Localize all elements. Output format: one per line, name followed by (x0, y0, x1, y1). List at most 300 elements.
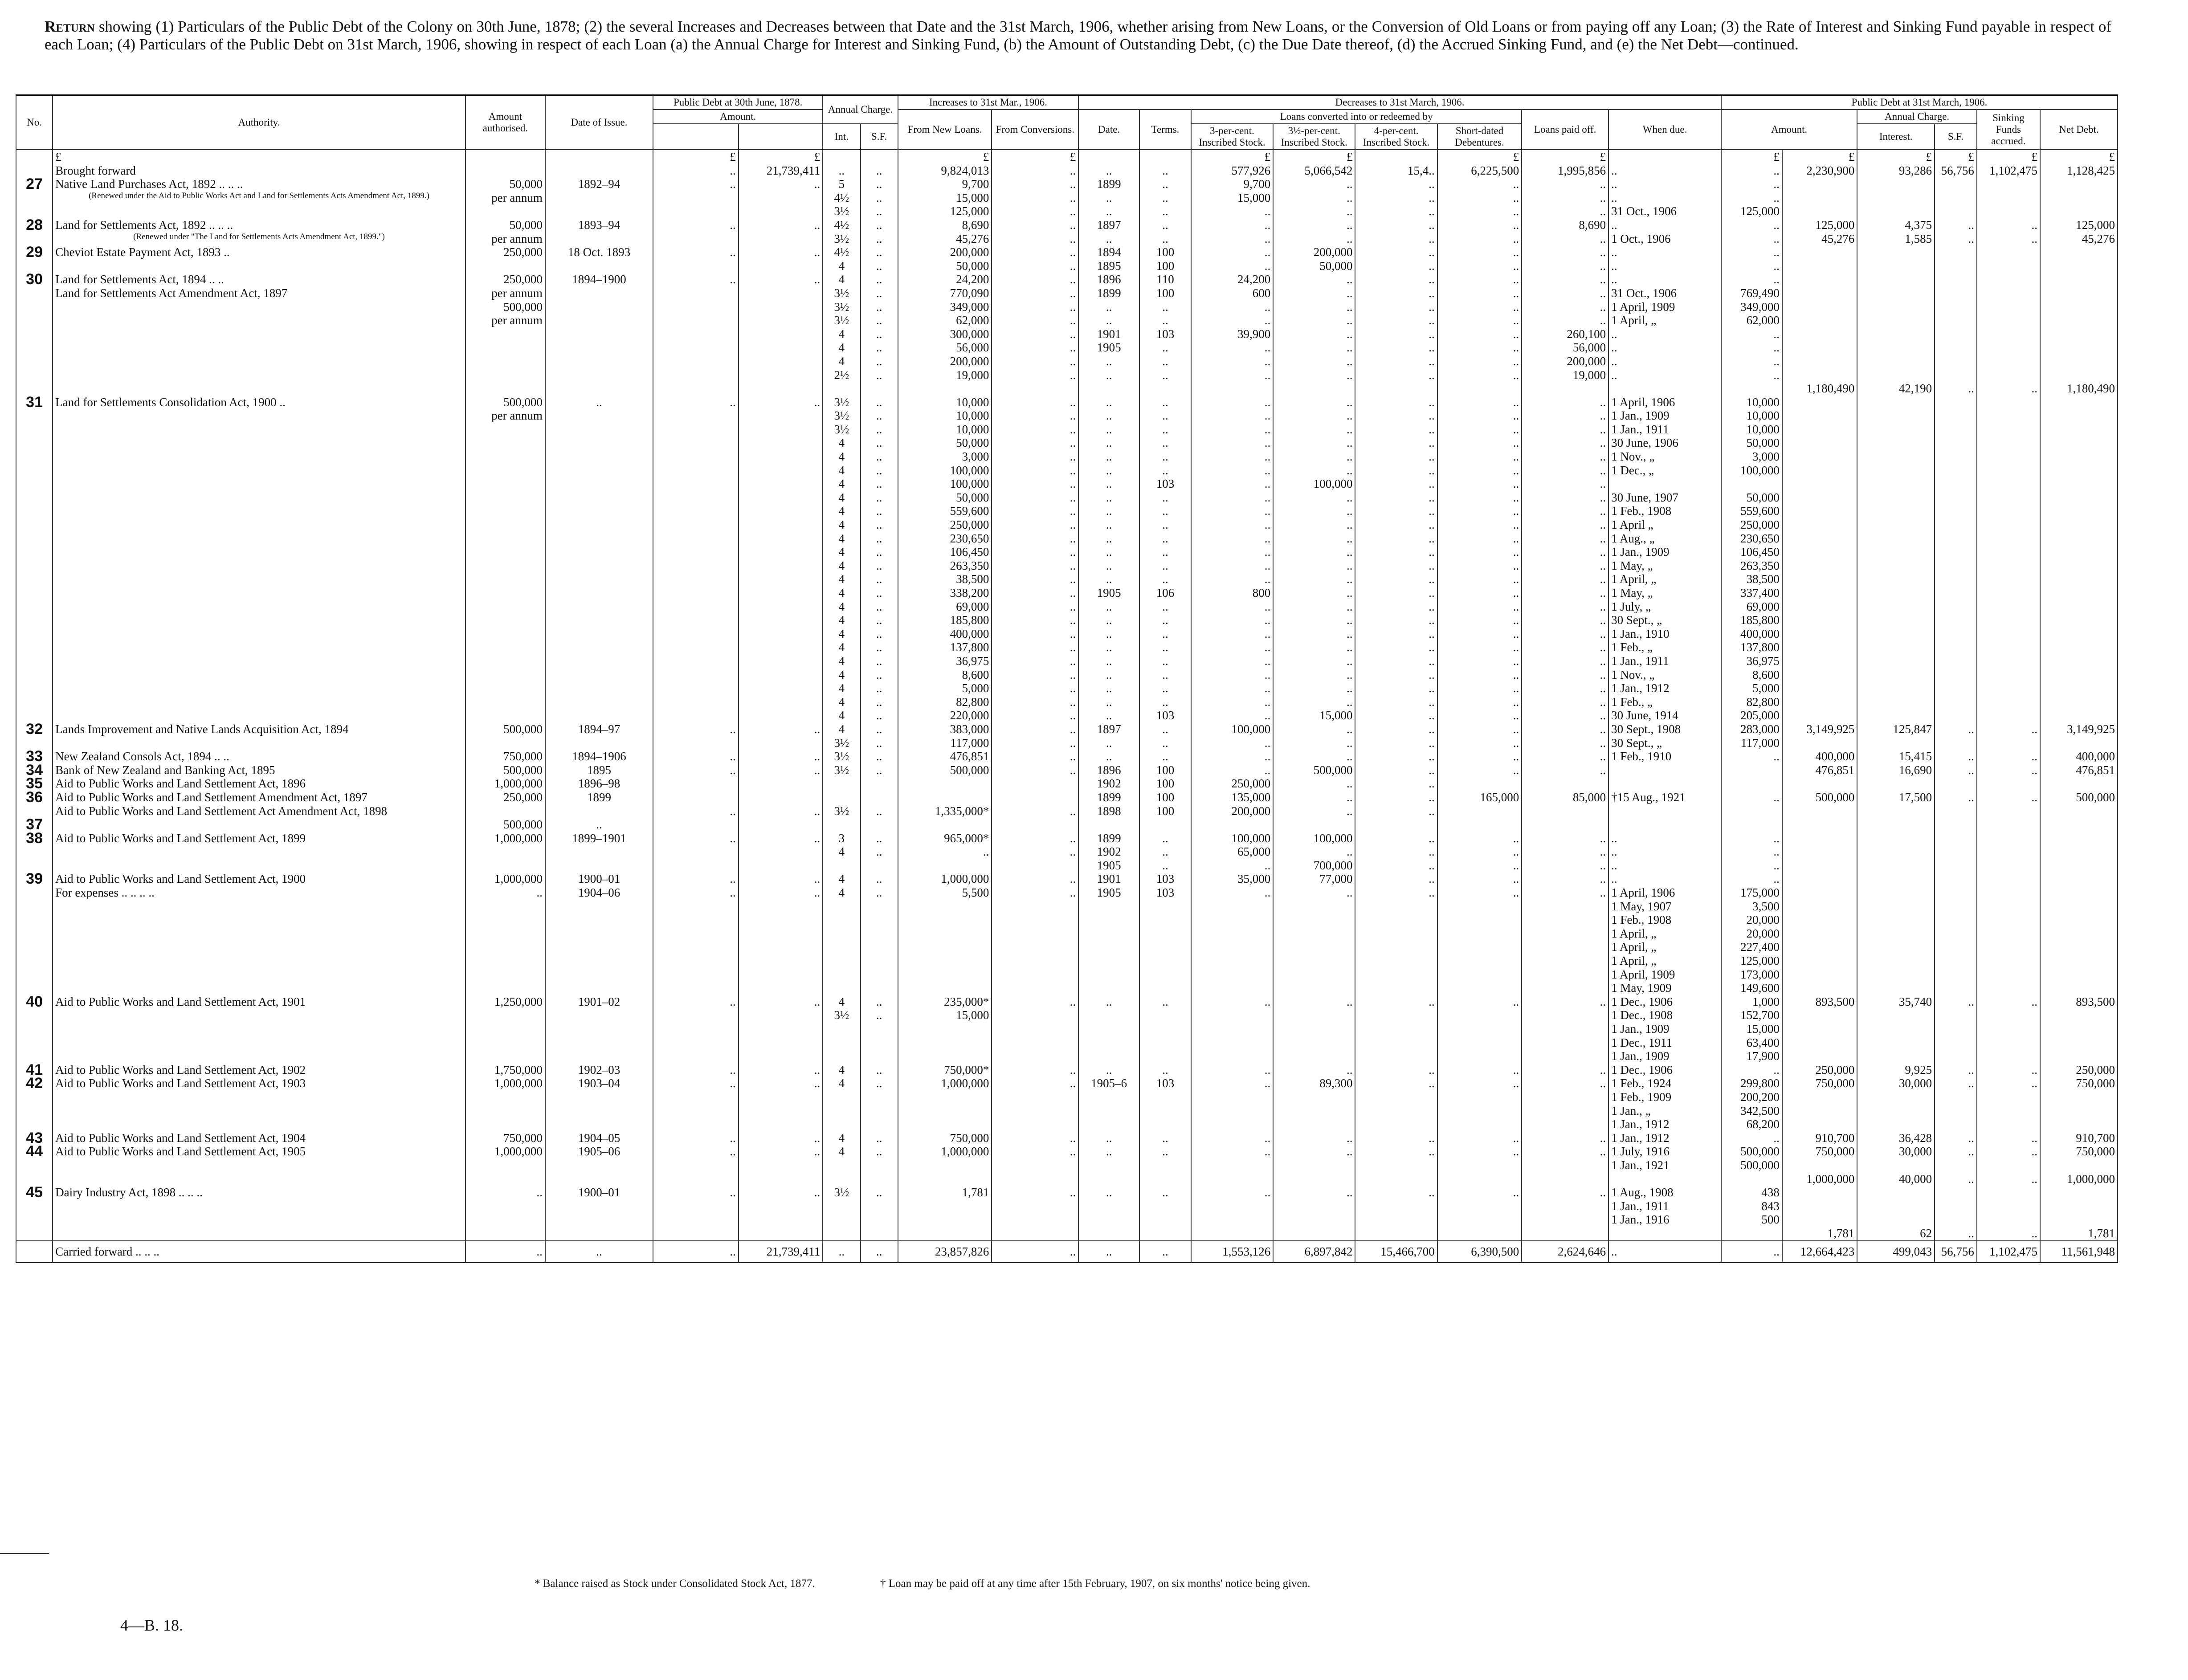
cell-no: 31 (16, 396, 53, 722)
cell-di: 1894–1906 1895 1896–98 1899 .. (545, 750, 653, 832)
cell-a1: .. .. (653, 1131, 739, 1186)
footnote-dagger: † Loan may be paid off at any time after 15th February, 1907, on six months' notice being given. (880, 1578, 1310, 1590)
cell-am2: 400,000 476,851 500,000 (1782, 750, 1857, 832)
table-row (16, 1131, 2118, 1186)
table-row (16, 1063, 2118, 1131)
col-stock-4: 4-per-cent. Inscribed Stock. (1355, 124, 1437, 150)
authority-text: Native Land Purchases Act, 1892 .. .. .. (55, 177, 243, 191)
cell-s4: .. .. .. .. .. .. .. .. .. .. .. .. .. .. .. .. .. .. .. .. .. .. .. .. (1355, 396, 1437, 722)
cell-int: .. (823, 150, 860, 177)
cell-nl: 200,000 50,000 (898, 245, 992, 273)
cell-auth (53, 396, 465, 722)
cell-nl: 965,000* .. (898, 832, 992, 873)
cell-nl: 23,857,826 (898, 1241, 992, 1263)
cell-csf: .. .. (1935, 218, 1977, 245)
cell-csf: .. (1935, 1186, 1977, 1240)
authority-text: Aid to Public Works and Land Settlement Act, 1900 For expenses .. .. .. .. (55, 872, 306, 900)
cell-wd: .. .. 31 Oct., 1906 (1608, 177, 1721, 218)
cell-sfa: £ 1,102,475 (1977, 150, 2040, 177)
cell-am2: 12,664,423 (1782, 1241, 1857, 1263)
cell-tm: 100 100 (1139, 245, 1191, 273)
cell-a2: 21,739,411 (739, 1241, 823, 1263)
authority-text: Land for Settlements Act, 1894 .. .. Land for Settlements Act Amendment Act, 1897 (55, 273, 288, 300)
cell-dd: .. (1078, 150, 1139, 177)
cell-no: 33 34 35 36 37 (16, 750, 53, 832)
table-row (16, 245, 2118, 273)
cell-wd: 1 Dec., 1906 1 Dec., 1908 1 Jan., 1909 1 Dec., 1911 1 Jan., 1909 (1608, 995, 1721, 1063)
cell-sf: .. .. .. (861, 177, 898, 218)
cell-po: 2,624,646 (1522, 1241, 1608, 1263)
cell-sfa (1977, 245, 2040, 273)
cell-fc: .. .. .. .. .. .. .. .. (992, 273, 1078, 395)
cell-auth (53, 245, 465, 273)
cell-s4: .. .. (1355, 722, 1437, 750)
cell-s35: .. .. .. .. .. .. 100,000 .. .. .. .. .. .. .. .. .. .. .. .. .. .. .. .. 15,000 (1273, 396, 1355, 722)
cell-auth (53, 150, 465, 177)
cell-auth (53, 750, 465, 832)
cell-csf: .. (1935, 722, 1977, 750)
cell-am1: .. (1721, 1241, 1782, 1263)
cell-aa: 500,000 (465, 722, 545, 750)
cell-ci: 62 (1857, 1186, 1935, 1240)
cell-nd: £ 1,128,425 (2040, 150, 2118, 177)
col-amount-1878: Amount. (653, 110, 823, 124)
cell-am2: 1,180,490 (1782, 273, 1857, 395)
table-row (16, 396, 2118, 722)
cell-ci: 4,375 1,585 (1857, 218, 1935, 245)
cell-csf: .. .. .. (1935, 750, 1977, 832)
footnote-star: * Balance raised as Stock under Consolidated Stock Act, 1877. (535, 1578, 815, 1590)
cell-dd: 1899 1902 1905 (1078, 832, 1139, 873)
table-row (16, 995, 2118, 1063)
cell-int: 5 4½ 3½ (823, 177, 860, 218)
cell-sfa: 1,102,475 (1977, 1241, 2040, 1263)
cell-csf: .. .. (1935, 1063, 1977, 1131)
cell-tm: .. .. (1139, 218, 1191, 245)
cell-ci (1857, 396, 1935, 722)
cell-s4: 15,4.. (1355, 150, 1437, 177)
cell-am1: .. 500,000 500,000 (1721, 1131, 1782, 1186)
cell-fc: .. (992, 995, 1078, 1063)
cell-aa: 250,000 (465, 245, 545, 273)
authority-text: Aid to Public Works and Land Settlement Act, 1901 (55, 995, 306, 1008)
cell-sfa: .. (1977, 273, 2040, 395)
cell-sd: .. .. 165,000 (1437, 750, 1522, 832)
cell-no: 39 (16, 872, 53, 995)
cell-csf (1935, 177, 1977, 218)
table-row (16, 273, 2118, 395)
cell-nl: 235,000* 15,000 (898, 995, 992, 1063)
cell-a1: .. .. (653, 1063, 739, 1131)
cell-po: .. .. .. .. 260,100 56,000 200,000 19,000 (1522, 273, 1608, 395)
col-a2-spacer (739, 124, 823, 150)
cell-tm: 103 103 (1139, 872, 1191, 995)
col-sf: S.F. (861, 124, 898, 150)
cell-am2 (1782, 245, 1857, 273)
cell-aa: 50,000 per annum (465, 177, 545, 218)
cell-am1: .. .. (1721, 750, 1782, 832)
cell-di: 1899–1901 (545, 832, 653, 873)
cell-int: 3½ 3½ 3½ 4 4 4 4 4 4 4 4 4 4 4 4 4 4 4 4 4 4 4 4 4 (823, 396, 860, 722)
cell-wd: 1 Feb., 1910 †15 Aug., 1921 (1608, 750, 1721, 832)
cell-nl: 476,851 500,000 1,335,000* (898, 750, 992, 832)
authority-text: Dairy Industry Act, 1898 .. .. .. (55, 1186, 203, 1199)
cell-am2 (1782, 832, 1857, 873)
cell-no: 27 (16, 177, 53, 218)
cell-sf: .. .. .. .. .. .. .. .. .. .. .. .. .. .. .. .. .. .. .. .. .. .. .. .. (861, 396, 898, 722)
cell-di: 1893–94 (545, 218, 653, 245)
cell-s3: 1,553,126 (1191, 1241, 1273, 1263)
cell-s4: .. .. .. .. .. (1355, 750, 1437, 832)
authority-text: Carried forward .. .. .. (55, 1244, 160, 1258)
cell-am1: 283,000 117,000 (1721, 722, 1782, 750)
cell-sf: .. .. (861, 245, 898, 273)
cell-fc: £ .. (992, 150, 1078, 177)
col-loans-paid-off: Loans paid off. (1522, 110, 1608, 150)
cell-aa: 500,000 per annum (465, 396, 545, 722)
cell-wd: .. 1 Oct., 1906 (1608, 218, 1721, 245)
cell-a2: .. (739, 722, 823, 750)
cell-auth (53, 995, 465, 1063)
cell-nd (2040, 245, 2118, 273)
cell-sd: .. (1437, 995, 1522, 1063)
cell-wd: .. (1608, 150, 1721, 177)
cell-fc: .. .. (992, 832, 1078, 873)
cell-a1: .. (653, 218, 739, 245)
cell-tm: .. 103 (1139, 1063, 1191, 1131)
cell-nd: 250,000 750,000 (2040, 1063, 2118, 1131)
cell-s35: .. .. .. .. .. .. .. .. (1273, 273, 1355, 395)
group-annual-charge: Annual Charge. (823, 95, 898, 124)
authority-text: Land for Settlements Act, 1892 .. .. .. (55, 218, 233, 232)
cell-sf: .. .. (861, 995, 898, 1063)
cell-a2: .. (739, 396, 823, 722)
page-reference: 4—B. 18. (120, 1616, 184, 1634)
cell-sd: .. .. .. (1437, 832, 1522, 873)
col-stock-3: 3-per-cent. Inscribed Stock. (1191, 124, 1273, 150)
cell-s4: .. .. .. .. .. .. .. .. (1355, 273, 1437, 395)
cell-sf: .. .. .. (861, 750, 898, 832)
cell-tm: .. (1139, 1186, 1191, 1240)
cell-tm: 110 100 .. .. 103 .. .. .. (1139, 273, 1191, 395)
cell-sf: .. (861, 1241, 898, 1263)
cell-am1: 10,000 10,000 10,000 50,000 3,000 100,000 50,000 559,600 250,000 230,650 106,450 263,350 38,500 337,400 69,000 185,800 400,000 137,800 36,975 8,600 5,000 82,800 205,000 (1721, 396, 1782, 722)
cell-fc: .. .. (992, 872, 1078, 995)
cell-a1: .. (653, 177, 739, 218)
cell-am1: .. 769,490 349,000 62,000 .. .. .. .. (1721, 273, 1782, 395)
cell-am2: 893,500 (1782, 995, 1857, 1063)
cell-nl: 10,000 10,000 10,000 50,000 3,000 100,000 100,000 50,000 559,600 250,000 230,650 106,450 263,350 38,500 338,200 69,000 185,800 400,000 137,800 36,975 8,600 5,000 82,800 220,000 (898, 396, 992, 722)
cell-wd: 1 Jan., 1912 1 July, 1916 1 Jan., 1921 (1608, 1131, 1721, 1186)
cell-fc: .. .. .. (992, 750, 1078, 832)
cell-ci: £ 93,286 (1857, 150, 1935, 177)
cell-s4: .. .. .. (1355, 177, 1437, 218)
cell-int: 4½ 3½ (823, 218, 860, 245)
cell-nd (2040, 872, 2118, 995)
cell-am2: 3,149,925 (1782, 722, 1857, 750)
cell-tm: .. .. (1139, 722, 1191, 750)
cell-sfa: .. .. (1977, 1063, 2040, 1131)
cell-auth (53, 722, 465, 750)
cell-dd: .. 1896 1902 1899 1898 (1078, 750, 1139, 832)
cell-sd: .. .. (1437, 1063, 1522, 1131)
cell-sd: £ 6,225,500 (1437, 150, 1522, 177)
cell-s35: 200,000 50,000 (1273, 245, 1355, 273)
col-when-due: When due. (1608, 110, 1721, 150)
cell-auth (53, 1186, 465, 1240)
authority-text: New Zealand Consols Act, 1894 .. .. Bank of New Zealand and Banking Act, 1895 Aid to Public Works and Land Settlement Act, 1896 Aid to Public Works and Land Settlement Amendment Act, 1897 Aid to Public Works and Land Settlement Act Amendment Act, 1898 (55, 750, 388, 818)
col-terms: Terms. (1139, 110, 1191, 150)
cell-int: 3½ 3½ 3½ (823, 750, 860, 832)
group-decreases: Decreases to 31st March, 1906. (1078, 95, 1721, 110)
col-a1-spacer (653, 124, 739, 150)
cell-po: 8,690 .. (1522, 218, 1608, 245)
cell-nd (2040, 832, 2118, 873)
cell-di: 1901–02 (545, 995, 653, 1063)
cell-tm: .. 100 100 100 100 (1139, 750, 1191, 832)
cell-s4: .. (1355, 1186, 1437, 1240)
cell-a2: .. .. (739, 1063, 823, 1131)
cell-sd: .. .. (1437, 1131, 1522, 1186)
cell-am2 (1782, 177, 1857, 218)
cell-no: 40 (16, 995, 53, 1063)
cell-int: .. (823, 1241, 860, 1263)
cell-tm: .. (1139, 150, 1191, 177)
table-row (16, 1241, 2118, 1263)
cell-tm: .. .. .. (1139, 177, 1191, 218)
col-authority: Authority. (53, 95, 465, 150)
cell-po: .. .. (1522, 245, 1608, 273)
cell-auth (53, 1241, 465, 1263)
cell-aa (465, 150, 545, 177)
cell-ci: 9,925 30,000 (1857, 1063, 1935, 1131)
cell-wd: 30 Sept., 1908 30 Sept., „ (1608, 722, 1721, 750)
cell-aa: 750,000 1,000,000 (465, 1131, 545, 1186)
cell-dd: .. .. (1078, 1131, 1139, 1186)
col-from-new-loans: From New Loans. (898, 110, 992, 150)
cell-s35: 100,000 .. 700,000 (1273, 832, 1355, 873)
cell-wd: 1 Aug., 1908 1 Jan., 1911 1 Jan., 1916 (1608, 1186, 1721, 1240)
cell-fc: .. .. .. (992, 177, 1078, 218)
cell-s3: 24,200 600 .. .. 39,900 .. .. .. (1191, 273, 1273, 395)
cell-int: 4 4 (823, 872, 860, 995)
cell-dd: 1897 .. (1078, 218, 1139, 245)
cell-int: 4 3½ (823, 995, 860, 1063)
cell-a1: .. (653, 722, 739, 750)
col-from-conversions: From Conversions. (992, 110, 1078, 150)
col-int: Int. (823, 124, 860, 150)
cell-csf: 56,756 (1935, 1241, 1977, 1263)
debt-table (16, 94, 2118, 1263)
cell-csf: .. (1935, 995, 1977, 1063)
cell-wd: .. (1608, 1241, 1721, 1263)
col-amount-1906: Amount. (1721, 110, 1857, 150)
cell-am1: 438 843 500 (1721, 1186, 1782, 1240)
cell-di: .. (545, 396, 653, 722)
cell-int: 4 3½ (823, 722, 860, 750)
cell-po: .. .. .. .. .. .. .. .. .. .. .. .. .. .. .. .. .. .. .. .. .. .. .. .. (1522, 396, 1608, 722)
cell-sd: .. (1437, 1186, 1522, 1240)
cell-nd: 3,149,925 (2040, 722, 2118, 750)
authority-text: Cheviot Estate Payment Act, 1893 .. (55, 245, 230, 259)
cell-ci: 125,847 (1857, 722, 1935, 750)
cell-dd: .. .. .. .. .. .. .. .. .. .. .. .. .. .. 1905 .. .. .. .. .. .. .. .. .. (1078, 396, 1139, 722)
cell-s4: .. .. (1355, 1063, 1437, 1131)
cell-sf: .. (861, 1186, 898, 1240)
col-sf-1906: S.F. (1935, 124, 1977, 150)
cell-s35: .. 89,300 (1273, 1063, 1355, 1131)
authority-text: Land for Settlements Consolidation Act, 1900 .. (55, 395, 286, 409)
col-interest: Interest. (1857, 124, 1935, 150)
cell-sd: .. .. (1437, 245, 1522, 273)
cell-am2: 250,000 750,000 (1782, 1063, 1857, 1131)
cell-a2: .. (739, 218, 823, 245)
cell-dd: .. (1078, 1241, 1139, 1263)
cell-nl: 750,000 1,000,000 (898, 1131, 992, 1186)
cell-s3: .. .. (1191, 1063, 1273, 1131)
cell-fc: .. .. (992, 218, 1078, 245)
cell-fc: .. .. (992, 1131, 1078, 1186)
cell-a1: .. (653, 273, 739, 395)
col-amount-authorised: Amount authorised. (465, 95, 545, 150)
cell-dd: .. (1078, 995, 1139, 1063)
cell-sfa: .. .. (1977, 218, 2040, 245)
cell-s4: .. (1355, 995, 1437, 1063)
cell-csf (1935, 832, 1977, 873)
cell-a1: .. (653, 1186, 739, 1240)
cell-am2 (1782, 872, 1857, 995)
cell-s4: .. .. (1355, 218, 1437, 245)
cell-nd: 125,000 45,276 (2040, 218, 2118, 245)
cell-am2: 910,700 750,000 1,000,000 (1782, 1131, 1857, 1186)
cell-wd: .. .. (1608, 245, 1721, 273)
cell-tm: .. (1139, 995, 1191, 1063)
cell-am2: 1,781 (1782, 1186, 1857, 1240)
cell-auth (53, 1063, 465, 1131)
cell-wd: .. 31 Oct., 1906 1 April, 1909 1 April, „ .. .. .. .. (1608, 273, 1721, 395)
cell-s3: .. (1191, 995, 1273, 1063)
cell-csf: .. (1935, 273, 1977, 395)
cell-auth (53, 1131, 465, 1186)
authority-text: Aid to Public Works and Land Settlement Act, 1902 Aid to Public Works and Land Settlement Act, 1903 (55, 1063, 306, 1090)
cell-s4: .. .. (1355, 1131, 1437, 1186)
footnotes (535, 1578, 1372, 1590)
cell-sfa (1977, 872, 2040, 995)
cell-wd: 1 Dec., 1906 1 Feb., 1924 1 Feb., 1909 1 Jan., „ 1 Jan., 1912 (1608, 1063, 1721, 1131)
cell-a2: .. (739, 1186, 823, 1240)
cell-am1: 1,000 152,700 15,000 63,400 17,900 (1721, 995, 1782, 1063)
cell-int: 4 4 (823, 1131, 860, 1186)
cell-s35: .. (1273, 995, 1355, 1063)
cell-s3: £ 577,926 (1191, 150, 1273, 177)
col-sinking-funds: Sinking Funds accrued. (1977, 110, 2040, 150)
authority-note: (Renewed under the Aid to Public Works Act and Land for Settlements Acts Amendment Act, 1899.) (89, 191, 429, 200)
cell-di: 1900–01 (545, 1186, 653, 1240)
cell-s35: 77,000 .. (1273, 872, 1355, 995)
authority-text: £ Brought forward (55, 150, 136, 177)
cell-int: 3½ (823, 1186, 860, 1240)
cell-nl: 1,000,000 5,500 (898, 872, 992, 995)
cell-s3: .. .. 250,000 135,000 200,000 (1191, 750, 1273, 832)
cell-auth (53, 872, 465, 995)
cell-dd: .. 1905–6 (1078, 1063, 1139, 1131)
cell-a1: .. .. (653, 872, 739, 995)
cell-ci: 499,043 (1857, 1241, 1935, 1263)
cell-aa: 1,000,000 .. (465, 872, 545, 995)
cell-aa: 50,000 per annum (465, 218, 545, 245)
cell-sf: .. .. (861, 218, 898, 245)
cell-nd (2040, 177, 2118, 218)
table-row (16, 150, 2118, 177)
col-no: No. (16, 95, 53, 150)
cell-nd: 400,000 476,851 500,000 (2040, 750, 2118, 832)
cell-po: £ 1,995,856 (1522, 150, 1608, 177)
cell-ci: 36,428 30,000 40,000 (1857, 1131, 1935, 1186)
cell-aa: .. (465, 1186, 545, 1240)
cell-s3: .. .. (1191, 245, 1273, 273)
cell-nl: £ 9,824,013 (898, 150, 992, 177)
cell-sd: .. .. (1437, 722, 1522, 750)
cell-sd: .. .. .. (1437, 177, 1522, 218)
cell-no: 43 44 (16, 1131, 53, 1186)
cell-no (16, 1241, 53, 1263)
cell-sfa: .. (1977, 995, 2040, 1063)
cell-s35: .. .. (1273, 722, 1355, 750)
cell-s3: .. .. .. .. .. .. .. .. .. .. .. .. .. .. 800 .. .. .. .. .. .. .. .. .. (1191, 396, 1273, 722)
cell-s3: 100,000 .. (1191, 722, 1273, 750)
cell-s3: .. .. (1191, 218, 1273, 245)
cell-sd: .. .. .. .. .. .. .. .. (1437, 273, 1522, 395)
cell-no: 28 (16, 218, 53, 245)
cell-nl: 383,000 117,000 (898, 722, 992, 750)
cell-dd: 1897 .. (1078, 722, 1139, 750)
cell-po: .. (1522, 1186, 1608, 1240)
cell-am2 (1782, 396, 1857, 722)
cell-am2: 125,000 45,276 (1782, 218, 1857, 245)
table-row (16, 177, 2118, 218)
cell-csf: £ 56,756 (1935, 150, 1977, 177)
cell-auth (53, 218, 465, 245)
group-debt-1878: Public Debt at 30th June, 1878. (653, 95, 823, 110)
cell-nl: 1,781 (898, 1186, 992, 1240)
cell-a1: .. (653, 396, 739, 722)
cell-nl: 24,200 770,090 349,000 62,000 300,000 56,000 200,000 19,000 (898, 273, 992, 395)
cell-sd: 6,390,500 (1437, 1241, 1522, 1263)
cell-a2: .. .. .. (739, 750, 823, 832)
cell-nl: 8,690 45,276 (898, 218, 992, 245)
cell-am1: .. 175,000 3,500 20,000 20,000 227,400 125,000 173,000 149,600 (1721, 872, 1782, 995)
cell-dd: 1896 1899 .. .. 1901 1905 .. .. (1078, 273, 1139, 395)
cell-fc: .. .. (992, 722, 1078, 750)
cell-nl: 750,000* 1,000,000 (898, 1063, 992, 1131)
cell-s3: 9,700 15,000 .. (1191, 177, 1273, 218)
cell-csf (1935, 396, 1977, 722)
cell-di: 18 Oct. 1893 (545, 245, 653, 273)
cell-s35: .. .. (1273, 218, 1355, 245)
cell-sf: .. .. (861, 1063, 898, 1131)
cell-po: .. .. 85,000 (1522, 750, 1608, 832)
cell-aa: .. (465, 1241, 545, 1263)
cell-am1: .. .. 125,000 (1721, 177, 1782, 218)
cell-nd: 1,180,490 (2040, 273, 2118, 395)
cell-tm: .. .. .. .. .. .. 103 .. .. .. .. .. .. .. 106 .. .. .. .. .. .. .. .. 103 (1139, 396, 1191, 722)
cell-po: .. .. (1522, 1131, 1608, 1186)
cell-sfa: .. .. .. (1977, 1131, 2040, 1186)
cell-sfa (1977, 396, 2040, 722)
group-loans-converted: Loans converted into or redeemed by (1191, 110, 1522, 124)
cell-s35: £ 5,066,542 (1273, 150, 1355, 177)
cell-a2: £ 21,739,411 (739, 150, 823, 177)
